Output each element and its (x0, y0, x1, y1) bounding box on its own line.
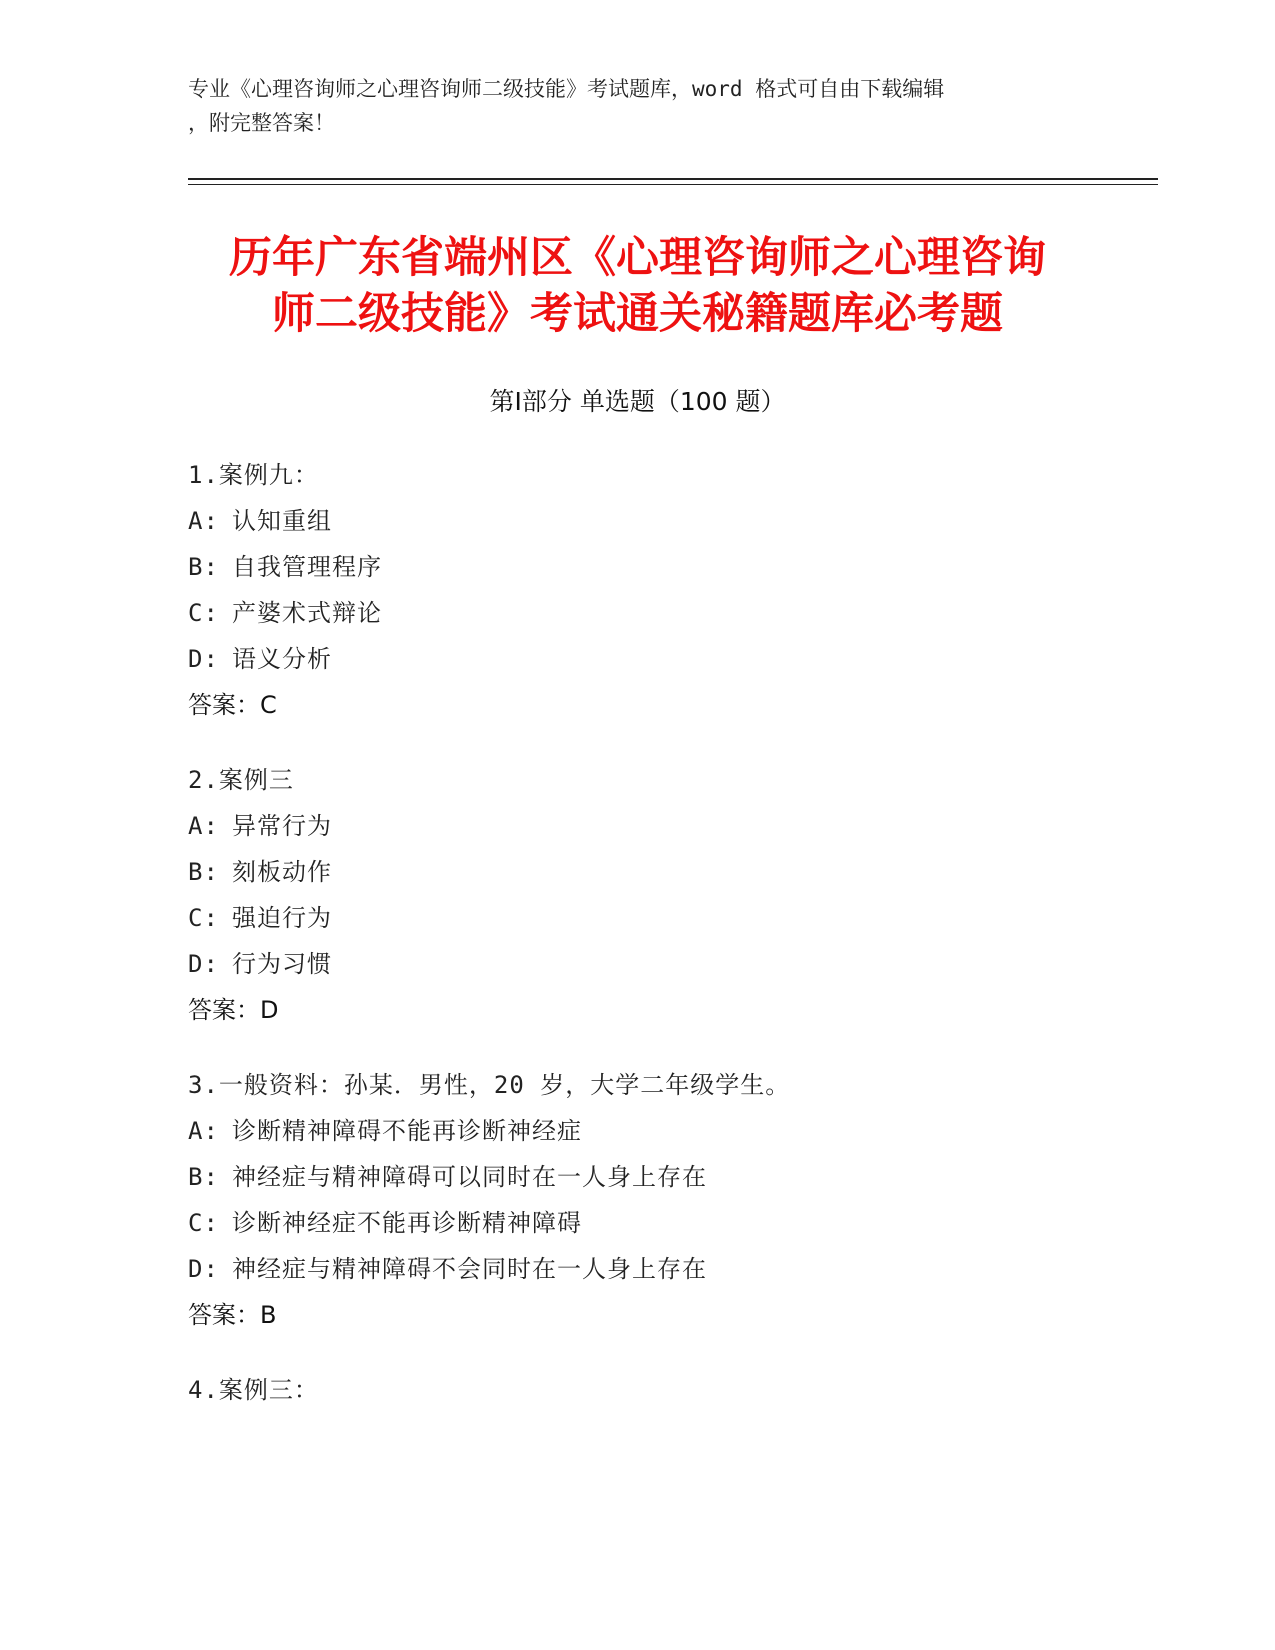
option-key: C: (188, 904, 219, 932)
option-d (188, 941, 1128, 987)
option-text: 诊断精神障碍不能再诊断神经症 (232, 1117, 582, 1145)
option-text: 行为习惯 (232, 950, 332, 978)
option-text: 诊断神经症不能再诊断精神障碍 (232, 1209, 582, 1237)
answer-line: 答案：C (188, 691, 277, 719)
answer-line: 答案：B (188, 1301, 277, 1329)
option-key: A: (188, 507, 219, 535)
option-text: 异常行为 (232, 812, 332, 840)
option-key: B: (188, 1163, 219, 1191)
header-divider-thin (188, 184, 1158, 185)
option-key: D: (188, 950, 219, 978)
question-4 (188, 1367, 1128, 1413)
option-b (188, 544, 1128, 590)
question-stem: 3.一般资料：孙某．男性，20 岁，大学二年级学生。 (188, 1071, 791, 1099)
option-text: 强迫行为 (232, 904, 332, 932)
intro-text (188, 72, 1088, 140)
question-1 (188, 452, 1128, 728)
option-key: A: (188, 812, 219, 840)
title-line-2: 师二级技能》考试通关秘籍题库必考题 (272, 289, 1003, 339)
option-c (188, 1200, 1128, 1246)
option-a (188, 803, 1128, 849)
question-3 (188, 1062, 1128, 1338)
question-stem: 4.案例三： (188, 1376, 319, 1404)
option-key: B: (188, 553, 219, 581)
option-key: C: (188, 1209, 219, 1237)
option-key: D: (188, 1255, 219, 1283)
option-a (188, 1108, 1128, 1154)
document-title (140, 230, 1135, 342)
option-c (188, 895, 1128, 941)
option-text: 自我管理程序 (232, 553, 382, 581)
option-text: 刻板动作 (232, 858, 332, 886)
option-text: 神经症与精神障碍可以同时在一人身上存在 (232, 1163, 707, 1191)
option-text: 认知重组 (232, 507, 332, 535)
header-divider-thick (188, 178, 1158, 180)
question-stem: 2.案例三 (188, 766, 294, 794)
option-c (188, 590, 1128, 636)
question-stem: 1.案例九： (188, 461, 319, 489)
option-key: A: (188, 1117, 219, 1145)
section-heading: 第Ⅰ部分 单选题（100 题） (489, 387, 786, 416)
option-key: B: (188, 858, 219, 886)
question-2 (188, 757, 1128, 1033)
intro-line-1: 专业《心理咨询师之心理咨询师二级技能》考试题库，word 格式可自由下载编辑 (188, 77, 945, 101)
option-b (188, 849, 1128, 895)
option-a (188, 498, 1128, 544)
option-d (188, 636, 1128, 682)
option-key: D: (188, 645, 219, 673)
title-line-1: 历年广东省端州区《心理咨询师之心理咨询 (229, 233, 1046, 283)
option-d (188, 1246, 1128, 1292)
answer-line: 答案：D (188, 996, 279, 1024)
option-key: C: (188, 599, 219, 627)
option-text: 产婆术式辩论 (232, 599, 382, 627)
option-text: 神经症与精神障碍不会同时在一人身上存在 (232, 1255, 707, 1283)
option-b (188, 1154, 1128, 1200)
intro-line-2: ，附完整答案！ (188, 111, 335, 135)
option-text: 语义分析 (232, 645, 332, 673)
